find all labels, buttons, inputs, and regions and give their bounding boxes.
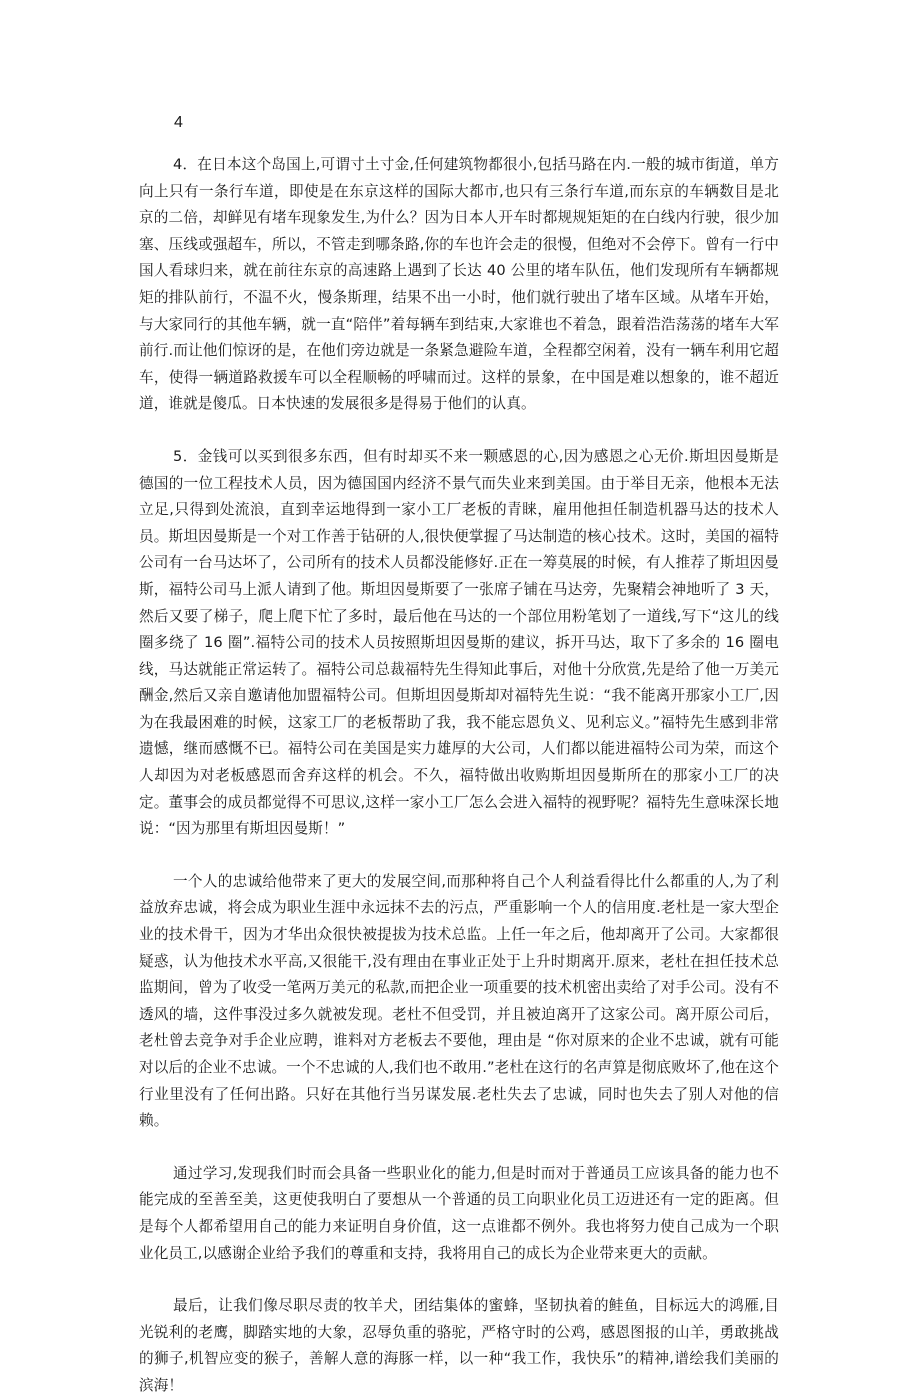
paragraph-conclusion: 最后，让我们像尽职尽责的牧羊犬，团结集体的蜜蜂，坚韧执着的鲑鱼，目标远大的鸿雁,目光锐利的老鹰，脚踏实地的大象，忍辱负重的骆驼，严格守时的公鸡，感恩图报的山羊，勇敢挑战的狮子,机智应变的猴子，善解人意的海豚一样，以一种“我工作，我快乐”的精神,谱绘我们美丽的滨海！ xyxy=(139,1297,779,1394)
paragraph-loyalty-lao-du: 一个人的忠诚给他带来了更大的发展空间,而那种将自己个人利益看得比什么都重的人,为了利益放弃忠诚，将会成为职业生涯中永远抹不去的污点，严重影响一个人的信用度.老杜是一家大型企业的技术骨干，因为才华出众很快被提拔为技术总监。上任一年之后，他却离开了公司。大家都很疑惑，认为他技术水平高,又很能干,没有理由在事业正处于上升时期离开.原来，老杜在担任技术总监期间，曾为了收受一笔两万美元的私款,而把企业一项重要的技术机密出卖给了对手公司。没有不透风的墙，这件事没过多久就被发现。老杜不但受罚，并且被迫离开了这家公司。离开原公司后，老杜曾去竞争对手企业应聘，谁料对方老板去不要他，理由是 “你对原来的企业不忠诚，就有可能对以后的企业不忠诚。一个不忠诚的人,我们也不敢用.”老杜在这行的名声算是彻底败坏了,他在这个行业里没有了任何出路。只好在其他行当另谋发展.老杜失去了忠诚，同时也失去了别人对他的信赖。 xyxy=(139,872,779,1130)
paragraph-learning-reflection: 通过学习,发现我们时而会具备一些职业化的能力,但是时而对于普通员工应该具备的能力也不能完成的至善至美，这更使我明白了要想从一个普通的员工向职业化员工迈进还有一定的距离。但是每个人都希望用自己的能力来证明自身价值，这一点谁都不例外。我也将努力使自己成为一个职业化员工,以感谢企业给予我们的尊重和支持，我将用自己的成长为企业带来更大的贡献。 xyxy=(139,1164,779,1262)
paragraph-japan-traffic: 4．在日本这个岛国上,可谓寸土寸金,任何建筑物都很小,包括马路在内.一般的城市街道，单方向上只有一条行车道，即使是在东京这样的国际大都市,也只有三条行车道,而东京的车辆数目是北京的二倍，却鲜见有堵车现象发生,为什么？因为日本人开车时都规规矩矩的在白线内行驶，很少加塞、压线或强超车，所以，不管走到哪条路,你的车也许会走的很慢，但绝对不会停下。曾有一行中国人看球归来，就在前往东京的高速路上遇到了长达 40 公里的堵车队伍，他们发现所有车辆都规矩的排队前行，不温不火，慢条斯理，结果不出一小时，他们就行驶出了堵车区域。从堵车开始，与大家同行的其他车辆，就一直“陪伴”着每辆车到结束,大家谁也不着急，跟着浩浩荡荡的堵车大军前行.而让他们惊讶的是，在他们旁边就是一条紧急避险车道，全程都空闲着，没有一辆车利用它超车，使得一辆道路救援车可以全程顺畅的呼啸而过。这样的景象，在中国是难以想象的，谁不超近道，谁就是傻瓜。日本快速的发展很多是得易于他们的认真。 xyxy=(139,156,779,413)
paragraph-gratitude-steinmetz: 5．金钱可以买到很多东西，但有时却买不来一颗感恩的心,因为感恩之心无价.斯坦因曼斯是德国的一位工程技术人员，因为德国国内经济不景气而失业来到美国。由于举目无亲，他根本无法立足,只得到处流浪，直到幸运地得到一家小工厂老板的青睐，雇用他担任制造机器马达的技术人员。斯坦因曼斯是一个对工作善于钻研的人,很快便掌握了马达制造的核心技术。这时，美国的福特公司有一台马达坏了，公司所有的技术人员都没能修好.正在一筹莫展的时候，有人推荐了斯坦因曼斯，福特公司马上派人请到了他。斯坦因曼斯要了一张席子铺在马达旁，先聚精会神地听了 3 天，然后又要了梯子，爬上爬下忙了多时，最后他在马达的一个部位用粉笔划了一道线,写下“这儿的线圈多绕了 16 圈”.福特公司的技术人员按照斯坦因曼斯的建议，拆开马达，取下了多余的 16 圈电线，马达就能正常运转了。福特公司总裁福特先生得知此事后，对他十分欣赏,先是给了他一万美元酬金,然后又亲自邀请他加盟福特公司。但斯坦因曼斯却对福特先生说：“我不能离开那家小工厂,因为在我最困难的时候，这家工厂的老板帮助了我，我不能忘恩负义、见利忘义。”福特先生感到非常遗憾，继而感慨不已。福特公司在美国是实力雄厚的大公司，人们都以能进福特公司为荣，而这个人却因为对老板感恩而舍弃这样的机会。不久，福特做出收购斯坦因曼斯所在的那家小工厂的决定。董事会的成员都觉得不可思议,这样一家小工厂怎么会进入福特的视野呢？福特先生意味深长地说：“因为那里有斯坦因曼斯！” xyxy=(139,447,779,838)
page-number: 4 xyxy=(174,114,183,131)
document-body xyxy=(139,152,779,1400)
